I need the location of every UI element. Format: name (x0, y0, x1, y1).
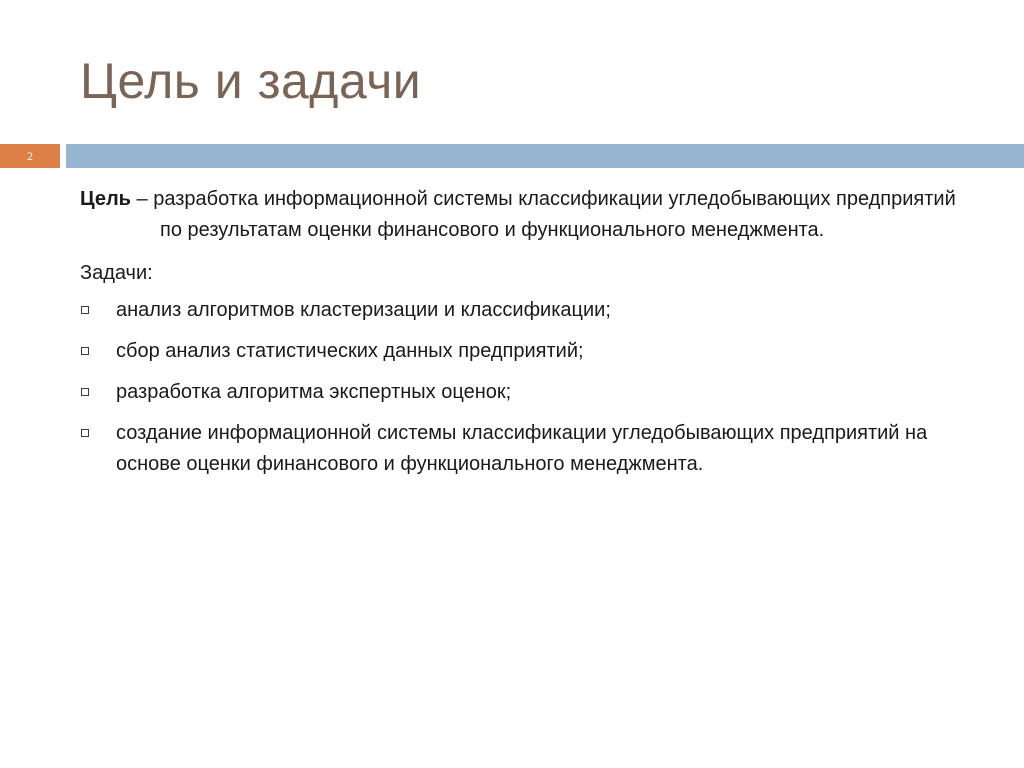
slide-title: Цель и задачи (80, 53, 422, 109)
hollow-square-icon (81, 347, 89, 355)
hollow-square-icon (81, 306, 89, 314)
goal-paragraph (80, 184, 980, 246)
task-text: разработка алгоритма экспертных оценок; (116, 381, 512, 403)
slide-number-badge (0, 144, 60, 168)
task-item (80, 377, 980, 408)
task-item (80, 295, 980, 326)
task-item (80, 336, 980, 367)
slide-body (80, 184, 980, 490)
goal-label: Цель (80, 188, 131, 210)
task-text: сбор анализ статистических данных предприятий; (116, 340, 584, 362)
task-item (80, 418, 980, 480)
hollow-square-icon (81, 388, 89, 396)
goal-text: – разработка информационной системы классификации угледобывающих предприятий по результатам оценки финансового и функционального менеджмента. (130, 188, 956, 241)
task-text: создание информационной системы классификации угледобывающих предприятий на основе оценки финансового и функционального менеджмента. (116, 422, 928, 475)
tasks-heading: Задачи: (80, 262, 153, 284)
slide-number: 2 (27, 149, 33, 163)
hollow-square-icon (81, 429, 89, 437)
task-text: анализ алгоритмов кластеризации и классификации; (116, 299, 611, 321)
title-divider-bar (66, 144, 1024, 168)
task-list (80, 295, 980, 480)
